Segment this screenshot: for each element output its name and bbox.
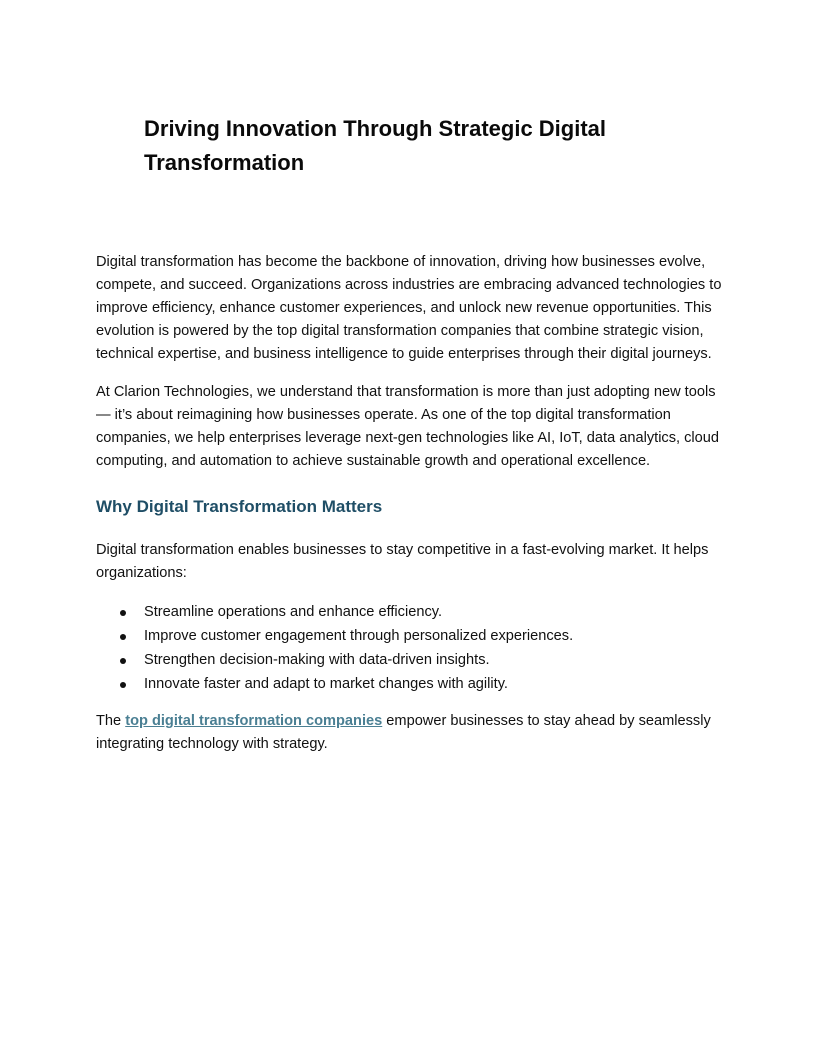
intro-paragraph: Digital transformation has become the backbone of innovation, driving how businesses evolve, compete, and succeed. Organizations across industries are embracing advanced technologies to improve efficiency, enhance customer experiences, and unlock new revenue opportunities. This evolution is powered by the top digital transformation companies that combine strategic vision, technical expertise, and business intelligence to guide enterprises through their digital journeys.	[96, 254, 722, 362]
list-item	[96, 624, 724, 648]
closing-prefix: The	[96, 713, 126, 729]
document-title: Driving Innovation Through Strategic Digital Transformation	[144, 116, 607, 175]
list-item	[96, 648, 724, 672]
bullet-icon	[120, 658, 126, 664]
list-item-text: Streamline operations and enhance efficiency.	[144, 604, 443, 620]
section-heading: Why Digital Transformation Matters	[96, 497, 383, 516]
bullet-icon	[120, 634, 126, 640]
bullet-icon	[120, 682, 126, 688]
list-item-text: Innovate faster and adapt to market changes with agility.	[144, 676, 508, 692]
document-body	[96, 251, 724, 756]
bullet-icon	[120, 610, 126, 616]
benefits-list	[96, 600, 724, 696]
closing-suffix: empower businesses to stay ahead by seamlessly integrating technology with strategy.	[96, 713, 711, 752]
list-item-text: Improve customer engagement through personalized experiences.	[144, 628, 574, 644]
closing-paragraph	[96, 710, 724, 756]
list-item	[96, 600, 724, 624]
list-item-text: Strengthen decision-making with data-driven insights.	[144, 652, 490, 668]
list-item	[96, 672, 724, 696]
section-intro-paragraph: Digital transformation enables businesses to stay competitive in a fast-evolving market. It helps organizations:	[96, 542, 709, 581]
companies-link[interactable]: top digital transformation companies	[125, 713, 383, 729]
company-paragraph: At Clarion Technologies, we understand that transformation is more than just adopting new tools — it’s about reimagining how businesses operate. As one of the top digital transformation companies, we help enterprises leverage next-gen technologies like AI, IoT, data analytics, cloud computing, and automation to achieve sustainable growth and operational excellence.	[96, 384, 720, 469]
